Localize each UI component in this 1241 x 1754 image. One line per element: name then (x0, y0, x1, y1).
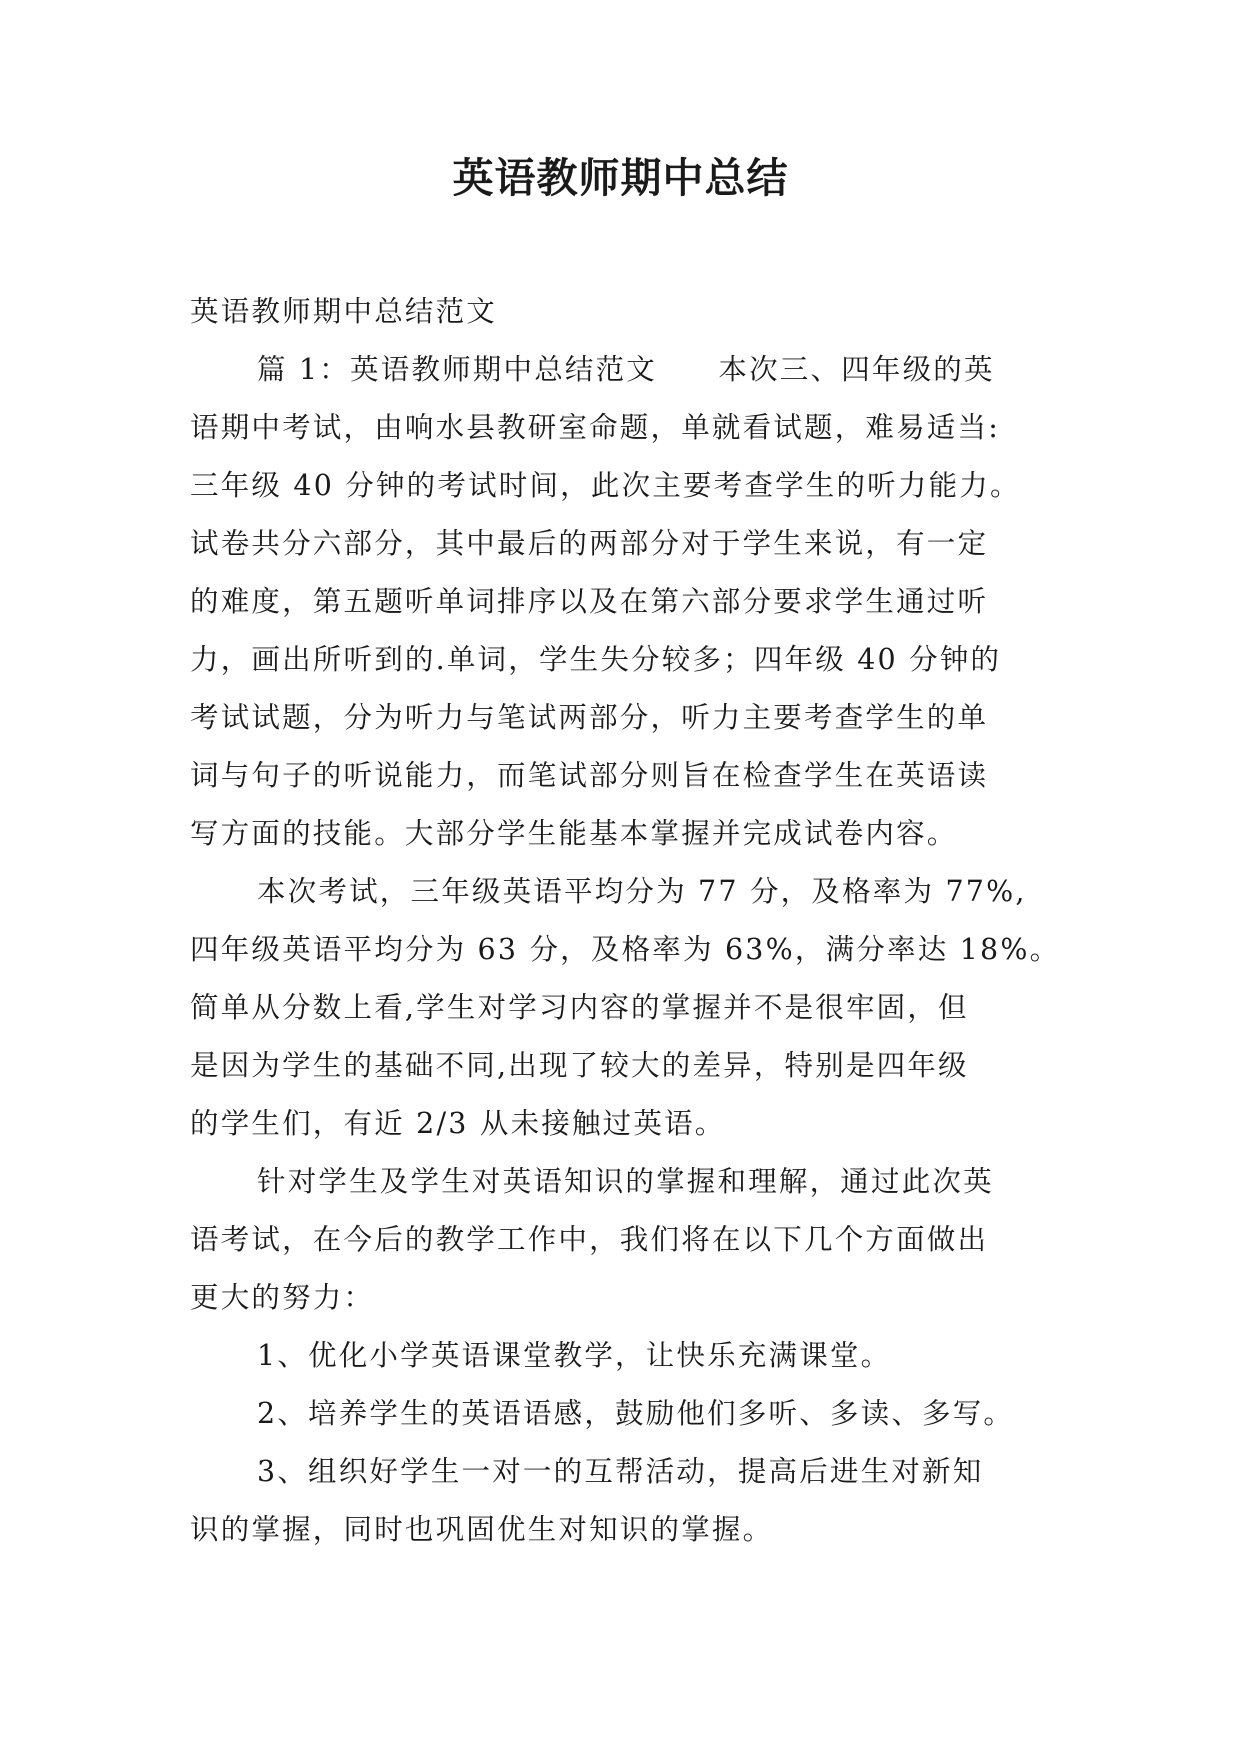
paragraph-line: 是因为学生的基础不同,出现了较大的差异，特别是四年级 (190, 1049, 969, 1082)
paragraph-line: 试卷共分六部分，其中最后的两部分对于学生来说，有一定 (190, 527, 989, 560)
list-item: 2、培养学生的英语语感，鼓励他们多听、多读、多写。 (257, 1397, 1015, 1430)
paragraph-line: 篇 1：英语教师期中总结范文 本次三、四年级的英 (257, 353, 995, 386)
paragraph-line: 考试试题，分为听力与笔试两部分，听力主要考查学生的单 (190, 701, 989, 734)
paragraph-line: 本次考试，三年级英语平均分为 77 分，及格率为 77%, (257, 875, 1027, 908)
paragraph-line: 简单从分数上看,学生对学习内容的掌握并不是很牢固，但 (190, 991, 969, 1024)
paragraph-line: 的学生们，有近 2/3 从未接触过英语。 (190, 1107, 726, 1140)
paragraph-line: 写方面的技能。大部分学生能基本掌握并完成试卷内容。 (190, 817, 958, 850)
document-title: 英语教师期中总结 (452, 154, 789, 202)
list-item: 1、优化小学英语课堂教学，让快乐充满课堂。 (257, 1339, 892, 1372)
subtitle-line: 英语教师期中总结范文 (190, 295, 498, 328)
paragraph-line: 三年级 40 分钟的考试时间，此次主要考查学生的听力能力。 (190, 469, 1021, 502)
list-item-continuation: 识的掌握，同时也巩固优生对知识的掌握。 (190, 1513, 774, 1546)
paragraph-line: 词与句子的听说能力，而笔试部分则旨在检查学生在英语读 (190, 759, 989, 792)
paragraph-line: 针对学生及学生对英语知识的掌握和理解，通过此次英 (257, 1165, 994, 1198)
paragraph-line: 语考试，在今后的教学工作中，我们将在以下几个方面做出 (190, 1223, 989, 1256)
list-item: 3、组织好学生一对一的互帮活动，提高后进生对新知 (257, 1455, 984, 1488)
paragraph-line: 四年级英语平均分为 63 分，及格率为 63%，满分率达 18%。 (190, 933, 1061, 966)
paragraph-line: 力，画出所听到的.单词，学生失分较多；四年级 40 分钟的 (190, 643, 1002, 676)
paragraph-line: 的难度，第五题听单词排序以及在第六部分要求学生通过听 (190, 585, 989, 618)
paragraph-line: 语期中考试，由响水县教研室命题，单就看试题，难易适当: (190, 411, 1001, 444)
paragraph-line: 更大的努力： (190, 1281, 375, 1314)
document-body (190, 283, 1060, 1559)
